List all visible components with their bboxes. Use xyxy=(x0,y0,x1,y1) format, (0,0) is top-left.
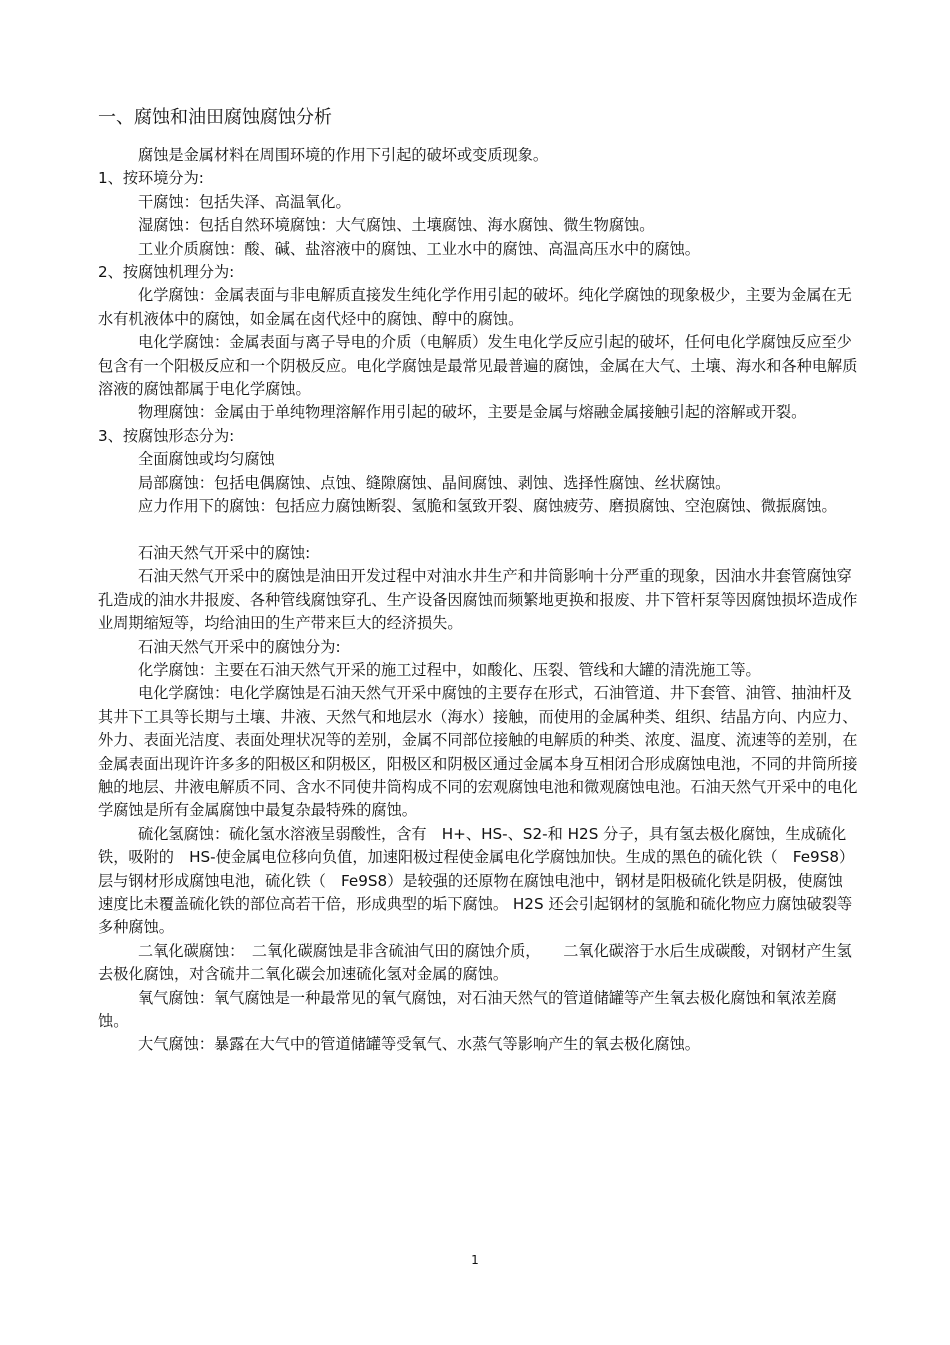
paragraph: 湿腐蚀：包括自然环境腐蚀：大气腐蚀、土壤腐蚀、海水腐蚀、微生物腐蚀。 xyxy=(138,216,655,235)
section-heading: 一、腐蚀和油田腐蚀腐蚀分析 xyxy=(98,107,332,128)
paragraph: 腐蚀是金属材料在周围环境的作用下引起的破坏或变质现象。 xyxy=(138,146,549,164)
paragraph: 局部腐蚀：包括电偶腐蚀、点蚀、缝隙腐蚀、晶间腐蚀、剥蚀、选择性腐蚀、丝状腐蚀。 xyxy=(138,473,731,492)
paragraph: 二氧化碳腐蚀： 二氧化碳腐蚀是非含硫油气田的腐蚀介质， 二氧化碳溶于水后生成碳酸，对钢材产生氢去极化腐蚀，对含硫井二氧化碳会加速硫化氢对金属的腐蚀。 xyxy=(98,941,852,984)
paragraph: 石油天然气开采中的腐蚀分为: xyxy=(138,637,341,656)
paragraph: 硫化氢腐蚀：硫化氢水溶液呈弱酸性，含有 H+、HS-、S2-和 H2S 分子，具有氢去极化腐蚀，生成硫化铁，吸附的 HS-使金属电位移向负值，加速阳极过程使金属电化学腐蚀加快。生成的黑色的硫化铁（ Fe9S8）层与钢材形成腐蚀电池，硫化铁（ Fe9S8）是较强的还原物在腐蚀电池中，钢材是阳极硫化铁是阴极，使腐蚀速度比未覆盖硫化铁的部位高若干倍，形成典型的垢下腐蚀。 H2S 还会引起钢材的氢脆和硫化物应力腐蚀破裂等多种腐蚀。 xyxy=(98,824,855,937)
paragraph: 化学腐蚀：主要在石油天然气开采的施工过程中，如酸化、压裂、管线和大罐的清洗施工等。 xyxy=(138,660,761,679)
paragraph: 电化学腐蚀：电化学腐蚀是石油天然气开采中腐蚀的主要存在形式，石油管道、井下套管、油管、抽油杆及其井下工具等长期与土壤、井液、天然气和地层水（海水）接触，而使用的金属种类、组织、结晶方向、内应力、外力、表面光洁度、表面处理状况等的差别，金属不同部位接触的电解质的种类、浓度、温度、流速等的差别，在金属表面出现许许多多的阳极区和阴极区，阳极区和阴极区通过金属本身互相闭合形成腐蚀电池，不同的井筒所接触的地层、井液电解质不同、含水不同使井筒构成不同的宏观腐蚀电池和微观腐蚀电池。石油天然气开采中的电化学腐蚀是所有金属腐蚀中最复杂最特殊的腐蚀。 xyxy=(98,684,858,820)
paragraph: 化学腐蚀：金属表面与非电解质直接发生纯化学作用引起的破坏。纯化学腐蚀的现象极少，主要为金属在无水有机液体中的腐蚀，如金属在卤代烃中的腐蚀、醇中的腐蚀。 xyxy=(98,286,852,328)
paragraph: 工业介质腐蚀：酸、碱、盐溶液中的腐蚀、工业水中的腐蚀、高温高压水中的腐蚀。 xyxy=(138,239,700,258)
paragraph: 全面腐蚀或均匀腐蚀 xyxy=(138,450,275,469)
paragraph: 石油天然气开采中的腐蚀是油田开发过程中对油水井生产和井筒影响十分严重的现象，因油水井套管腐蚀穿孔造成的油水井报废、各种管线腐蚀穿孔、生产设备因腐蚀而频繁地更换和报废、井下管杆泵等因腐蚀损坏造成作业周期缩短等，均给油田的生产带来巨大的经济损失。 xyxy=(98,567,858,633)
page-number: 1 xyxy=(471,1253,479,1267)
blank-line xyxy=(98,519,858,542)
paragraph: 物理腐蚀：金属由于单纯物理溶解作用引起的破坏，主要是金属与熔融金属接触引起的溶解或开裂。 xyxy=(138,403,807,422)
paragraph: 1、按环境分为: xyxy=(98,169,204,188)
paragraph: 3、按腐蚀形态分为: xyxy=(98,426,235,445)
paragraph: 大气腐蚀：暴露在大气中的管道储罐等受氧气、水蒸气等影响产生的氧去极化腐蚀。 xyxy=(138,1035,700,1054)
paragraph: 石油天然气开采中的腐蚀: xyxy=(138,543,311,562)
paragraph: 应力作用下的腐蚀：包括应力腐蚀断裂、氢脆和氢致开裂、腐蚀疲劳、磨损腐蚀、空泡腐蚀、微振腐蚀。 xyxy=(138,497,837,516)
body-text xyxy=(98,144,858,1057)
paragraph: 干腐蚀：包括失泽、高温氧化。 xyxy=(138,192,351,211)
paragraph: 2、按腐蚀机理分为: xyxy=(98,263,235,282)
paragraph: 电化学腐蚀：金属表面与离子导电的介质（电解质）发生电化学反应引起的破坏，任何电化学腐蚀反应至少包含有一个阳极反应和一个阴极反应。电化学腐蚀是最常见最普遍的腐蚀，金属在大气、土壤、海水和各种电解质溶液的腐蚀都属于电化学腐蚀。 xyxy=(98,333,858,399)
paragraph: 氧气腐蚀：氧气腐蚀是一种最常见的氧气腐蚀，对石油天然气的管道储罐等产生氧去极化腐蚀和氧浓差腐蚀。 xyxy=(98,988,837,1031)
